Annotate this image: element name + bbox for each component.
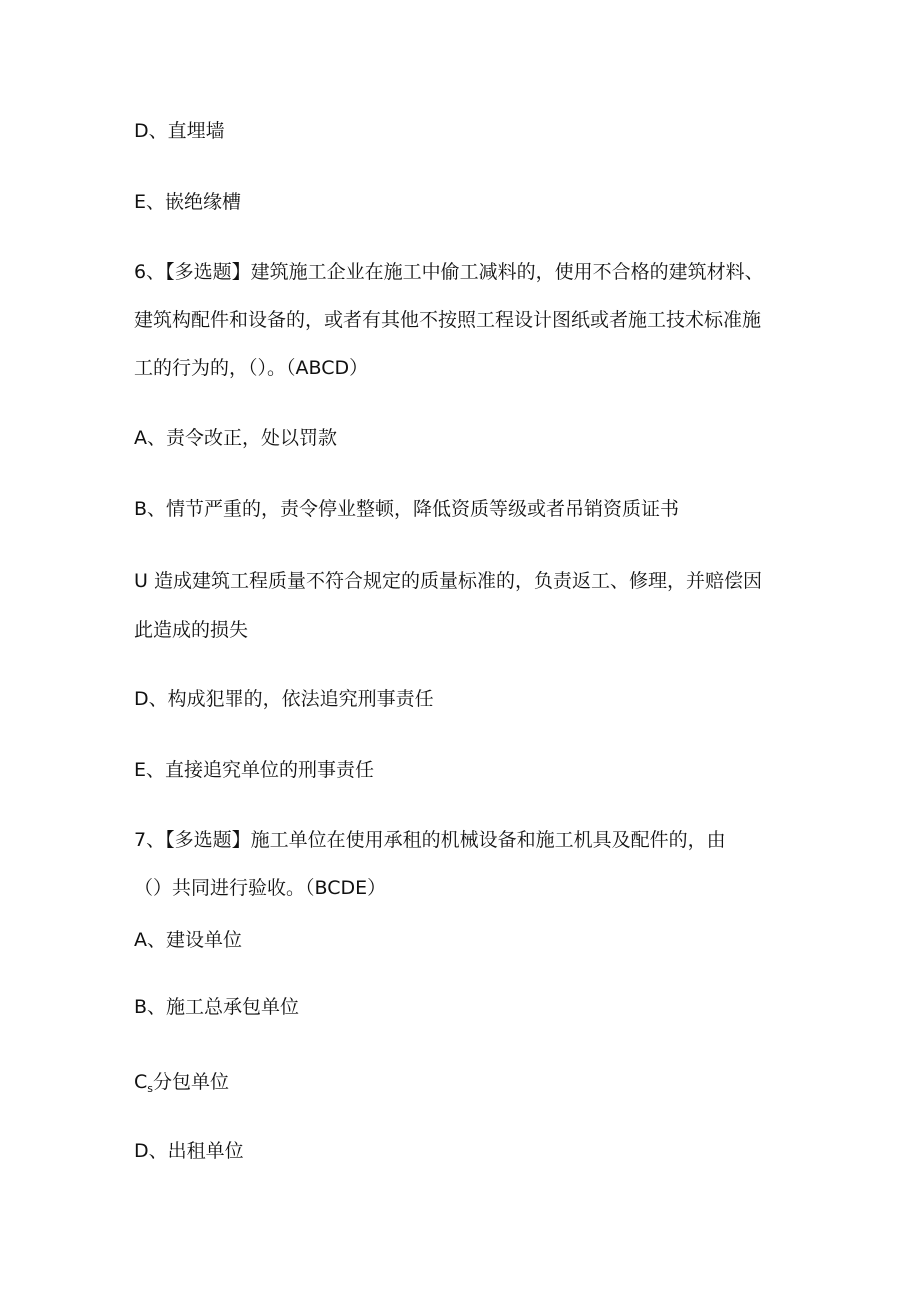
question-7-option-d: D、出租单位 [134,1140,244,1162]
question-6-line-3: 工的行为的，（）。（ABCD） [134,357,369,379]
question-7-line-2: （）共同进行验收。（BCDE） [134,877,387,899]
question-7-option-b: B、施工总承包单位 [134,996,300,1018]
option-c-letter: C [134,1071,148,1093]
question-7-line-1: 7、【多选题】施工单位在使用承租的机械设备和施工机具及配件的，由 [134,829,726,851]
question-6-option-a: A、责令改正，处以罚款 [134,427,337,449]
question-6-line-1: 6、【多选题】建筑施工企业在施工中偷工减料的，使用不合格的建筑材料、 [134,261,764,283]
option-c-subscript: s [147,1082,154,1095]
question-7-option-c [134,1073,229,1094]
question-6-option-b: B、情节严重的，责令停业整顿，降低资质等级或者吊销资质证书 [134,498,680,520]
option-c-text: 分包单位 [153,1071,230,1093]
prev-option-d: D、直埋墙 [134,120,225,142]
question-6-option-e: E、直接追究单位的刑事责任 [134,759,375,781]
prev-option-e: E、嵌绝缘槽 [134,191,242,213]
question-6-option-c-line-2: 此造成的损失 [134,619,249,641]
question-6-option-c-line-1: U 造成建筑工程质量不符合规定的质量标准的，负责返工、修理，并赔偿因 [134,570,762,592]
question-6-line-2: 建筑构配件和设备的，或者有其他不按照工程设计图纸或者施工技术标准施 [134,309,762,331]
question-6-option-d: D、构成犯罪的，依法追究刑事责任 [134,688,434,710]
question-7-option-a: A、建设单位 [134,929,242,951]
